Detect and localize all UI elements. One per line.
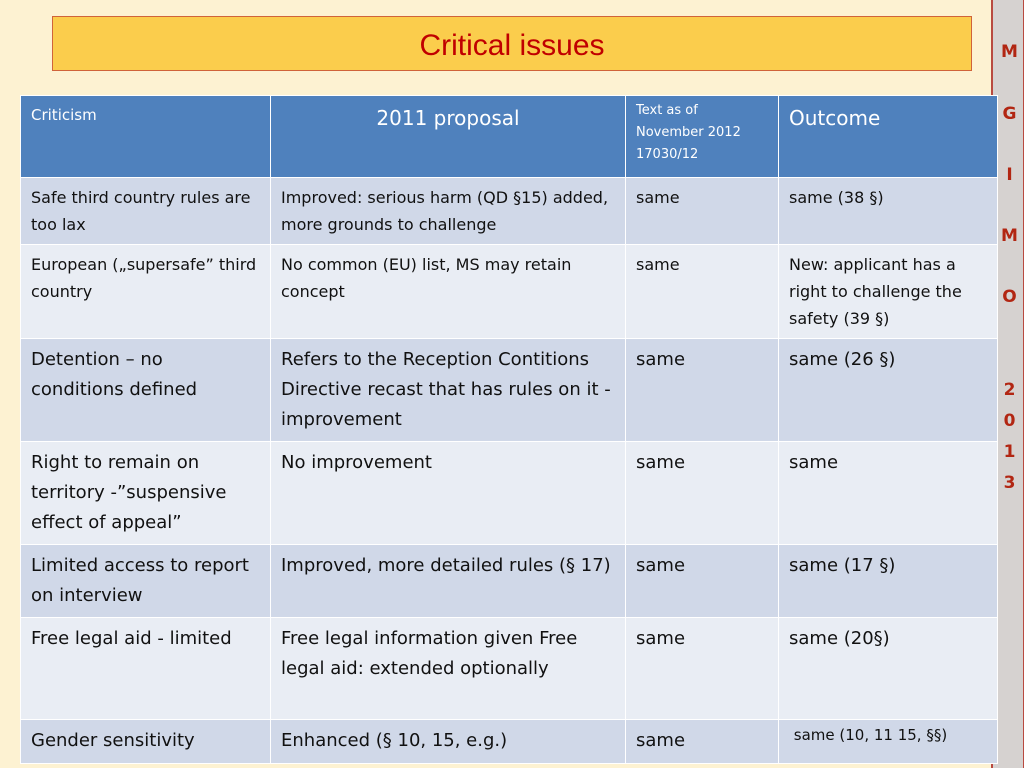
side-letter: 3	[1003, 473, 1016, 493]
table-row	[21, 339, 998, 442]
cell-criticism: Safe third country rules are too lax	[21, 178, 271, 245]
table-row	[21, 720, 998, 764]
cell-outcome: same (10, 11 15, §§)	[779, 720, 998, 764]
side-letter: G	[1002, 104, 1017, 124]
side-letter: M	[1001, 226, 1018, 246]
issues-table	[20, 95, 998, 764]
header-outcome: Outcome	[779, 96, 998, 178]
cell-proposal: No improvement	[271, 442, 626, 545]
table-row	[21, 245, 998, 339]
side-letter: 1	[1003, 442, 1016, 462]
cell-text: same	[626, 618, 779, 720]
cell-criticism: Free legal aid - limited	[21, 618, 271, 720]
cell-outcome: same (38 §)	[779, 178, 998, 245]
cell-text: same	[626, 178, 779, 245]
cell-criticism: Right to remain on territory -”suspensive effect of appeal”	[21, 442, 271, 545]
header-criticism: Criticism	[21, 96, 271, 178]
table-row	[21, 618, 998, 720]
side-letter: O	[1002, 287, 1017, 307]
cell-text: same	[626, 339, 779, 442]
table-row	[21, 178, 998, 245]
side-letter: I	[1006, 165, 1013, 185]
cell-proposal: Improved, more detailed rules (§ 17)	[271, 545, 626, 618]
cell-criticism: Gender sensitivity	[21, 720, 271, 764]
cell-criticism: Detention – no conditions defined	[21, 339, 271, 442]
cell-criticism: European („supersafe” third country	[21, 245, 271, 339]
cell-proposal: Improved: serious harm (QD §15) added, more grounds to challenge	[271, 178, 626, 245]
side-letter: M	[1001, 42, 1018, 62]
cell-outcome: same (17 §)	[779, 545, 998, 618]
cell-outcome: same	[779, 442, 998, 545]
slide-title: Critical issues	[419, 28, 605, 62]
cell-proposal: No common (EU) list, MS may retain concept	[271, 245, 626, 339]
table-row	[21, 545, 998, 618]
cell-outcome: New: applicant has a right to challenge the safety (39 §)	[779, 245, 998, 339]
table-row	[21, 442, 998, 545]
header-text-nov-2012: Text as of November 2012 17030/12	[626, 96, 779, 178]
cell-proposal: Free legal information given Free legal aid: extended optionally	[271, 618, 626, 720]
header-2011-proposal: 2011 proposal	[271, 96, 626, 178]
table-header-row	[21, 96, 998, 178]
cell-text: same	[626, 720, 779, 764]
side-letter: 2	[1003, 380, 1016, 400]
cell-proposal: Enhanced (§ 10, 15, e.g.)	[271, 720, 626, 764]
title-banner	[52, 16, 972, 71]
side-letter: 0	[1003, 411, 1016, 431]
cell-text: same	[626, 442, 779, 545]
cell-text: same	[626, 545, 779, 618]
cell-outcome: same (26 §)	[779, 339, 998, 442]
cell-text: same	[626, 245, 779, 339]
cell-proposal: Refers to the Reception Contitions Directive recast that has rules on it - improvement	[271, 339, 626, 442]
cell-outcome: same (20§)	[779, 618, 998, 720]
cell-criticism: Limited access to report on interview	[21, 545, 271, 618]
